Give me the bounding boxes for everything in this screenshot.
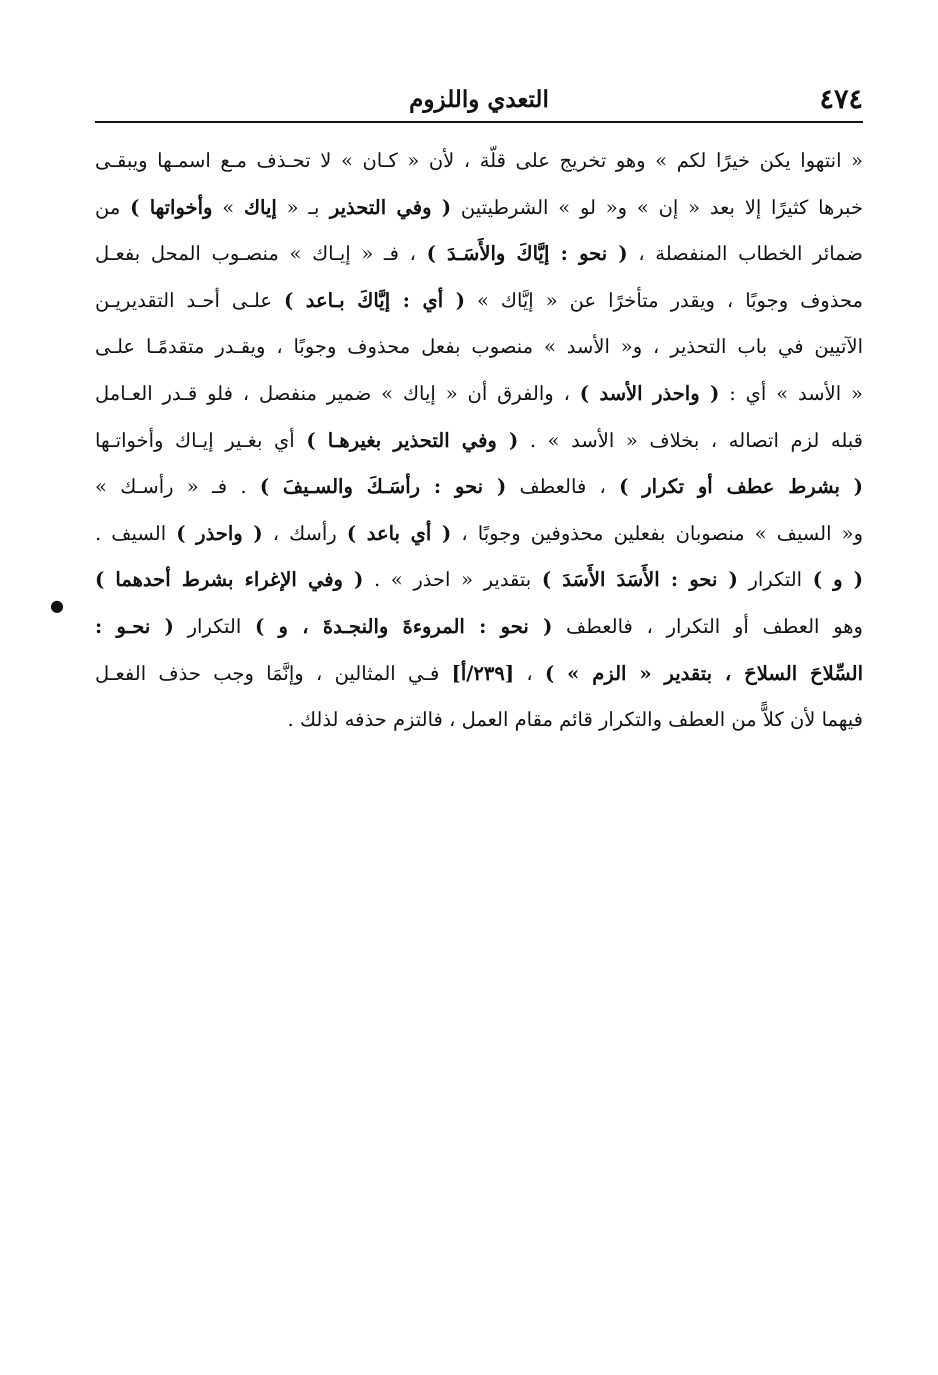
bold-text-segment: ( نحو : رأسَـكَ والسـيفَ )	[259, 475, 507, 499]
bold-text-segment: ( نحو : الأَسَدَ الأَسَدَ )	[541, 568, 738, 592]
bold-text-segment: ( وفي التحذير بغيرهـا )	[306, 428, 519, 452]
text-segment: ضمائر الخطاب المنفصلة ،	[627, 242, 863, 266]
bold-text-segment: ( أي : إيَّاكَ بـاعد )	[283, 288, 465, 312]
text-line	[95, 185, 863, 232]
text-segment: قبله لزم اتصاله ، بخلاف « الأسد » .	[518, 428, 863, 452]
bold-text-segment: ( وفي الإغراء بشرط أحدهما )	[95, 568, 364, 592]
text-segment: فيهما لأن كلاًّ من العطف والتكرار قائم مقام العمل ، فالتزم حذفه لذلك .	[287, 708, 863, 732]
text-segment: ، والفرق أن « إياك » ضمير منفصل ، فلو قـدر العـامل	[95, 381, 580, 405]
header-rule	[95, 121, 863, 123]
text-segment: رأسك ،	[262, 521, 347, 545]
text-segment: ، فـ « إيـاك » منصـوب المحل بفعـل	[95, 242, 427, 266]
text-segment: الآتيين في باب التحذير ، و« الأسد » منصوب بفعل محذوف وجوبًا ، ويقـدر متقدمًـا علـى	[95, 335, 863, 359]
text-line	[95, 231, 863, 278]
text-segment: علـى أحـد التقديريـن	[95, 288, 284, 312]
text-segment: فـي المثالين ، وإنَّمَا وجب حذف الفعـل	[95, 661, 452, 685]
text-segment: و« السيف » منصوبان بفعلين محذوفين وجوبًا ،	[451, 521, 863, 545]
text-line	[95, 371, 863, 418]
text-line	[95, 464, 863, 511]
bold-text-segment: ( واحذر )	[176, 521, 263, 545]
text-segment: « انتهوا يكن خيرًا لكم » وهو تخريج على قلّة ، لأن « كـان » لا تحـذف مـع اسمـها ويبقـى	[95, 149, 863, 172]
bold-text-segment: ( و )	[812, 568, 863, 592]
bold-text-segment: وأخواتها )	[130, 195, 213, 219]
text-segment: السيف .	[95, 521, 177, 545]
text-segment: . فـ « رأسـك »	[95, 475, 260, 499]
bold-text-segment: ( وفي التحذير	[319, 195, 452, 219]
text-line	[95, 324, 863, 371]
margin-mark: ●	[50, 596, 64, 615]
bold-text-segment: ( نحو : إيَّاكَ والأَسَـدَ )	[426, 242, 628, 266]
text-segment: وهو العطف أو التكرار ، فالعطف	[552, 614, 863, 638]
bold-text-segment: [٢٣٩/أ]	[451, 661, 515, 685]
text-line	[95, 697, 863, 744]
text-segment: محذوف وجوبًا ، ويقدر متأخرًا عن « إيَّاك »	[464, 288, 863, 312]
text-segment: خبرها كثيرًا إلا بعد « إن » و« لو » الشرطيتين	[451, 195, 863, 219]
text-line	[95, 557, 863, 604]
text-line	[95, 418, 863, 465]
running-title: التعدي واللزوم	[409, 86, 549, 113]
text-line	[95, 604, 863, 651]
text-line	[95, 138, 863, 185]
text-segment: ،	[514, 661, 546, 685]
bold-text-segment: ( بشرط عطف أو تكرار )	[619, 475, 863, 499]
text-segment: بـ «	[276, 195, 320, 219]
body-text	[95, 138, 863, 744]
text-segment: التكرار	[173, 614, 255, 638]
text-segment: »	[212, 195, 244, 219]
page-number: ٤٧٤	[819, 84, 863, 115]
page-header	[95, 82, 863, 120]
text-segment: ، فالعطف	[506, 475, 620, 499]
bold-text-segment: إياك	[243, 195, 277, 219]
text-line	[95, 651, 863, 698]
text-line	[95, 511, 863, 558]
text-segment: من	[95, 195, 131, 219]
text-segment: أي بغـير إيـاك وأخواتـها	[95, 428, 307, 452]
text-segment: بتقدير « احذر » .	[363, 568, 542, 592]
text-segment: التكرار	[737, 568, 813, 592]
bold-text-segment: ( واحذر الأسد )	[579, 381, 720, 405]
text-segment: « الأسد » أي :	[719, 381, 863, 405]
bold-text-segment: ( أي باعد )	[346, 521, 452, 545]
bold-text-segment: ( نحـو :	[95, 614, 174, 638]
bold-text-segment: ( نحو : المروءةَ والنجـدةَ ، و )	[254, 614, 553, 638]
bold-text-segment: السِّلاحَ السلاحَ ، بتقدير « الزم » )	[545, 661, 863, 685]
text-line	[95, 278, 863, 325]
